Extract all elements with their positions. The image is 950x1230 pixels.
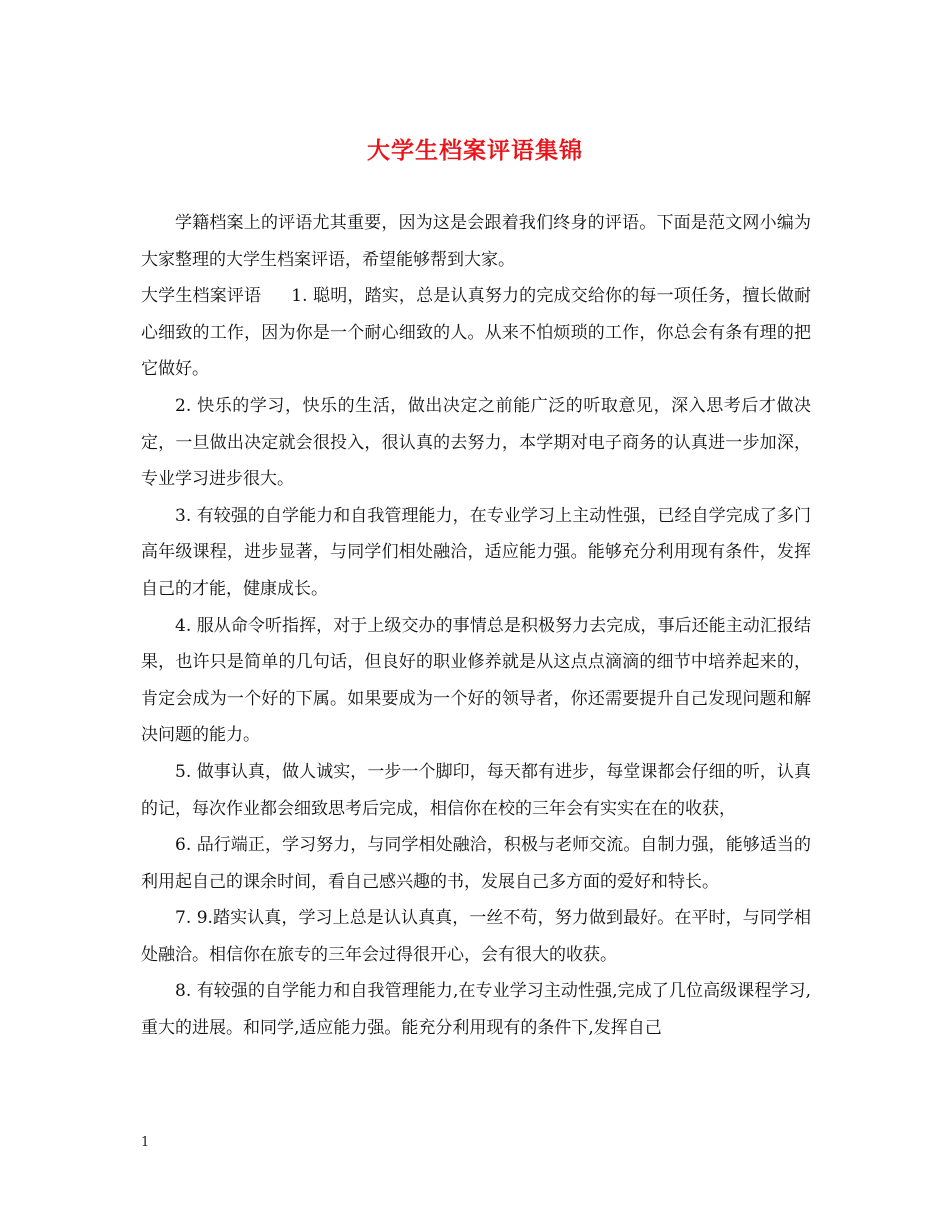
item-paragraph: 7. 9.踏实认真，学习上总是认认真真，一丝不苟，努力做到最好。在平时，与同学相处融洽。相信你在旅专的三年会过得很开心，会有很大的收获。 — [141, 908, 811, 965]
page-number: 1 — [141, 1135, 150, 1150]
item-text: 1. 聪明，踏实，总是认真努力的完成交给你的每一项任务，擅长做耐心细致的工作，因为你是一个耐心细致的人。从来不怕烦琐的工作，你总会有条有理的把它做好。 — [141, 286, 812, 380]
section-label: 大学生档案评语 — [141, 286, 262, 307]
item-paragraph: 5. 做事认真，做人诚实，一步一个脚印，每天都有进步，每堂课都会仔细的听，认真的记，每次作业都会细致思考后完成，相信你在校的三年会有实实在在的收获， — [141, 761, 811, 819]
first-item-paragraph — [141, 278, 811, 388]
item-paragraph: 3. 有较强的自学能力和自我管理能力，在专业学习上主动性强，已经自学完成了多门高年级课程，进步显著，与同学们相处融洽，适应能力强。能够充分利用现有条件，发挥自己的才能，健康成长。 — [141, 505, 811, 599]
document-title: 大学生档案评语集锦 — [367, 137, 583, 164]
item-paragraph: 6. 品行端正，学习努力，与同学相处融洽，积极与老师交流。自制力强，能够适当的利用起自己的课余时间，看自己感兴趣的书，发展自己多方面的爱好和特长。 — [141, 835, 811, 892]
item-paragraph: 2. 快乐的学习，快乐的生活，做出决定之前能广泛的听取意见，深入思考后才做决定，一旦做出决定就会很投入，很认真的去努力，本学期对电子商务的认真进一步加深，专业学习进步很大。 — [141, 395, 811, 490]
item-paragraph: 4. 服从命令听指挥，对于上级交办的事情总是积极努力去完成，事后还能主动汇报结果，也许只是简单的几句话，但良好的职业修养就是从这点点滴滴的细节中培养起来的，肯定会成为一个好的下属。如果要成为一个好的领导者，你还需要提升自己发现问题和解决问题的能力。 — [141, 615, 811, 746]
intro-paragraph: 学籍档案上的评语尤其重要，因为这是会跟着我们终身的评语。下面是范文网小编为大家整理的大学生档案评语，希望能够帮到大家。 — [141, 213, 811, 270]
item-paragraph: 8. 有较强的自学能力和自我管理能力,在专业学习主动性强,完成了几位高级课程学习,重大的进展。和同学,适应能力强。能充分利用现有的条件下,发挥自己 — [141, 981, 811, 1039]
document-body — [141, 205, 811, 1047]
